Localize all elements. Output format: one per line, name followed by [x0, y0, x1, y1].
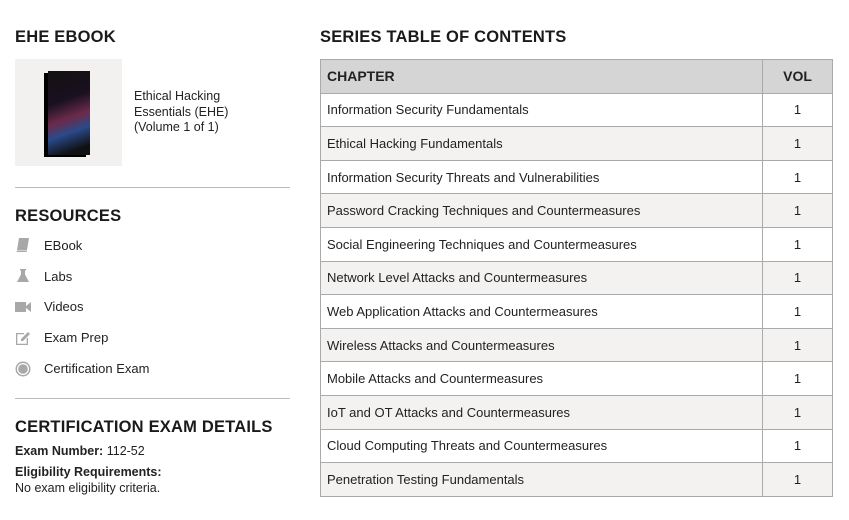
vol-cell: 1: [763, 160, 833, 194]
chapter-cell: Information Security Threats and Vulnerabilities: [321, 160, 763, 194]
ebook-volume: (Volume 1 of 1): [134, 120, 219, 135]
vol-cell: 1: [763, 194, 833, 228]
table-row: [321, 328, 833, 362]
vol-cell: 1: [763, 463, 833, 497]
toc-heading: SERIES TABLE OF CONTENTS: [320, 28, 567, 46]
table-row: [321, 295, 833, 329]
chapter-cell: Cloud Computing Threats and Countermeasures: [321, 429, 763, 463]
resource-ebook[interactable]: [15, 230, 290, 261]
table-row: [321, 261, 833, 295]
exam-details: [15, 418, 290, 496]
left-column: [15, 28, 290, 496]
vol-cell: 1: [763, 93, 833, 127]
ebook-title: [134, 89, 228, 136]
resource-label: Exam Prep: [44, 330, 109, 346]
flask-icon: [15, 268, 31, 284]
table-row: [321, 362, 833, 396]
resources-heading: RESOURCES: [15, 207, 122, 225]
resource-exam-prep[interactable]: [15, 322, 290, 353]
book-icon: [15, 237, 31, 253]
chapter-cell: Penetration Testing Fundamentals: [321, 463, 763, 497]
chapter-cell: Ethical Hacking Fundamentals: [321, 127, 763, 161]
table-row: [321, 93, 833, 127]
vol-cell: 1: [763, 127, 833, 161]
vol-cell: 1: [763, 362, 833, 396]
eligibility-label-line: [15, 464, 290, 480]
chapter-cell: Social Engineering Techniques and Countermeasures: [321, 227, 763, 261]
divider: [15, 398, 290, 399]
video-camera-icon: [15, 299, 31, 315]
book-cover-image: [48, 71, 90, 155]
ebook-card[interactable]: [15, 59, 290, 166]
table-row: [321, 160, 833, 194]
table-row: [321, 227, 833, 261]
ebook-cover[interactable]: [15, 59, 122, 166]
toc-section: [320, 28, 833, 497]
ebook-heading: EHE EBOOK: [15, 28, 116, 46]
resources-list: [15, 230, 290, 384]
eligibility-value: No exam eligibility criteria.: [15, 480, 161, 495]
resource-label: EBook: [44, 237, 83, 253]
divider: [15, 187, 290, 188]
toc-table: [320, 59, 833, 497]
table-row: [321, 429, 833, 463]
resource-label: Videos: [44, 299, 84, 315]
resource-certification-exam[interactable]: [15, 353, 290, 384]
resource-label: Certification Exam: [44, 361, 150, 377]
chapter-cell: Network Level Attacks and Countermeasures: [321, 261, 763, 295]
table-row: [321, 463, 833, 497]
exam-number: [15, 443, 290, 459]
vol-cell: 1: [763, 227, 833, 261]
table-row: [321, 194, 833, 228]
chapter-cell: Web Application Attacks and Countermeasures: [321, 295, 763, 329]
exam-number-value: 112-52: [106, 443, 145, 458]
table-row: [321, 395, 833, 429]
chapter-cell: Wireless Attacks and Countermeasures: [321, 328, 763, 362]
eligibility-label: Eligibility Requirements:: [15, 464, 162, 479]
exam-number-label: Exam Number:: [15, 443, 104, 458]
resource-label: Labs: [44, 268, 73, 284]
exam-heading: CERTIFICATION EXAM DETAILS: [15, 417, 273, 436]
target-icon: [15, 361, 31, 377]
chapter-cell: Mobile Attacks and Countermeasures: [321, 362, 763, 396]
edit-icon: [15, 330, 31, 346]
chapter-cell: Information Security Fundamentals: [321, 93, 763, 127]
vol-cell: 1: [763, 328, 833, 362]
ebook-title-line: Essentials (EHE): [134, 104, 229, 119]
column-header-chapter: CHAPTER: [321, 60, 763, 94]
vol-cell: 1: [763, 261, 833, 295]
chapter-cell: Password Cracking Techniques and Countermeasures: [321, 194, 763, 228]
resource-videos[interactable]: [15, 292, 290, 323]
table-header-row: [321, 60, 833, 94]
ebook-title-line: Ethical Hacking: [134, 89, 221, 104]
table-row: [321, 127, 833, 161]
vol-cell: 1: [763, 395, 833, 429]
vol-cell: 1: [763, 295, 833, 329]
column-header-vol: VOL: [763, 60, 833, 94]
resource-labs[interactable]: [15, 261, 290, 292]
chapter-cell: IoT and OT Attacks and Countermeasures: [321, 395, 763, 429]
vol-cell: 1: [763, 429, 833, 463]
